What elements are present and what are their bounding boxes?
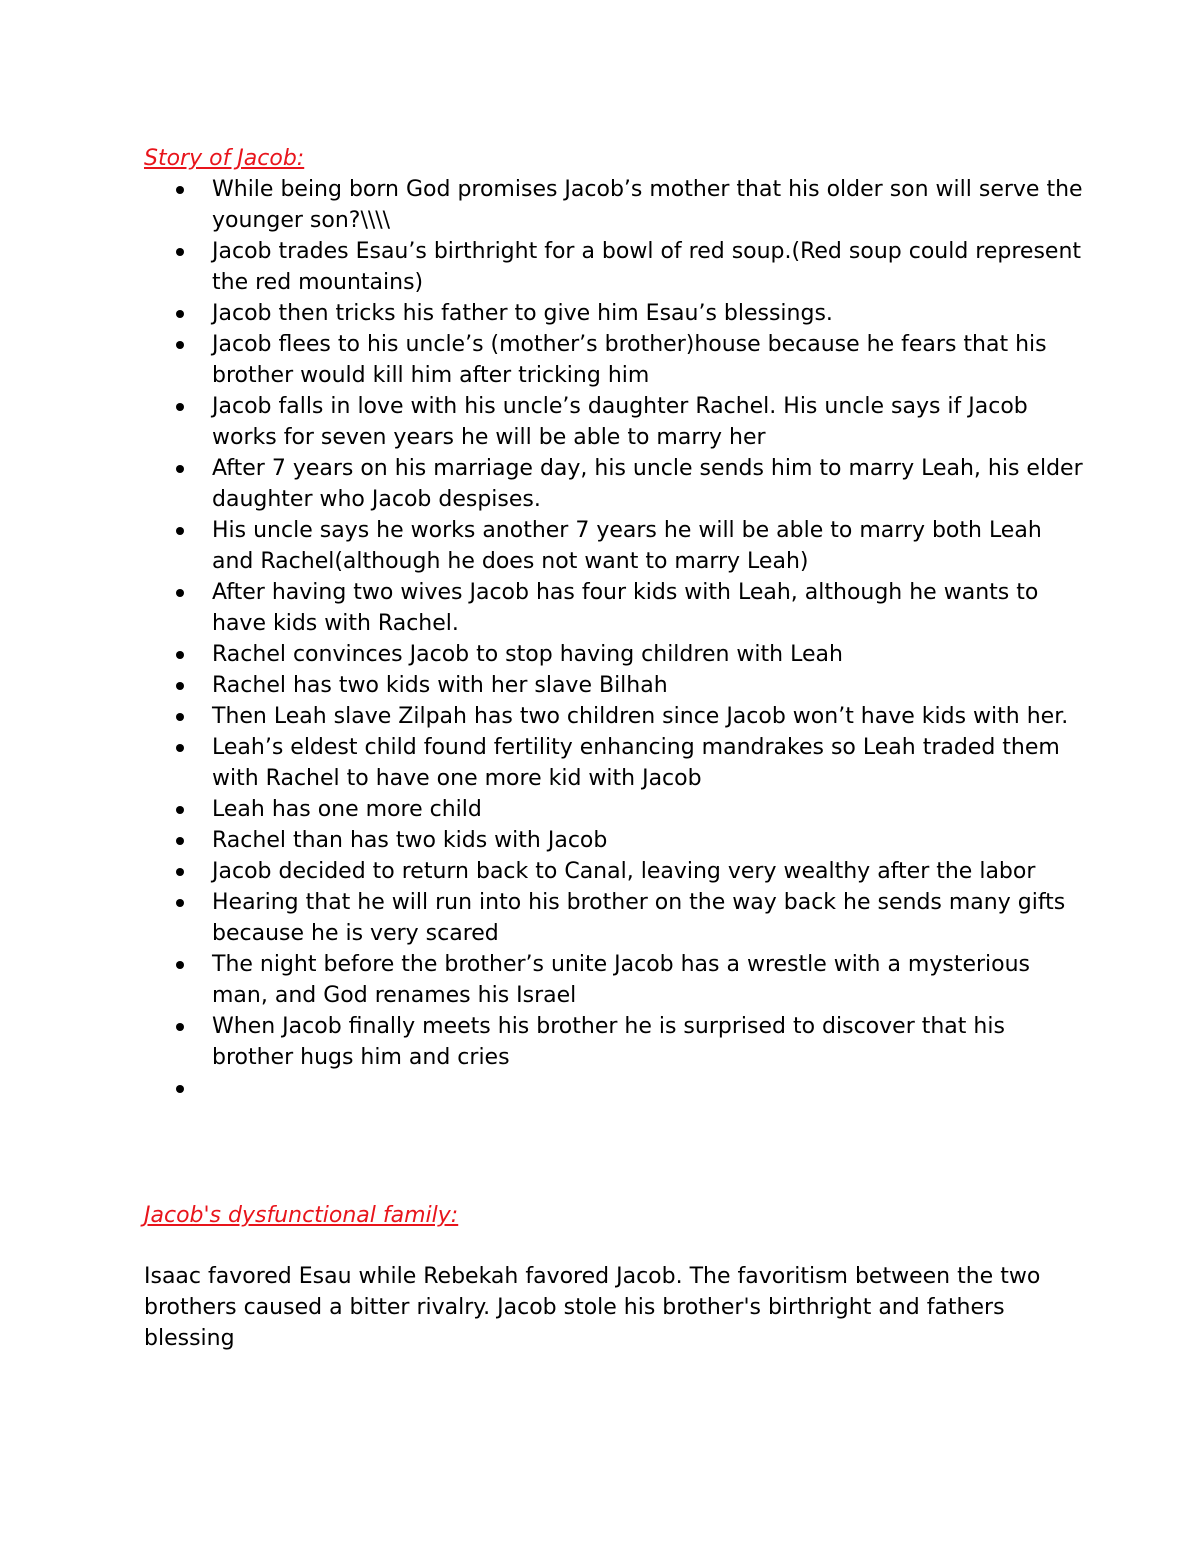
story-bullet-list <box>144 174 1084 1104</box>
bullet-icon <box>176 589 184 597</box>
bullet-icon <box>176 248 184 256</box>
bullet-icon <box>176 465 184 473</box>
bullet-icon <box>176 713 184 721</box>
list-item <box>144 391 1084 453</box>
list-item <box>144 453 1084 515</box>
bullet-icon <box>176 403 184 411</box>
list-item <box>144 577 1084 639</box>
dysfunctional-family-paragraph: Isaac favored Esau while Rebekah favored Jacob. The favoritism between the two brothers caused a bitter rivalry. Jacob stole his brother's birthright and fathers blessing <box>144 1264 1041 1351</box>
list-item <box>144 1011 1084 1073</box>
list-item <box>144 825 1084 856</box>
list-item-text: Rachel has two kids with her slave Bilhah <box>212 673 668 698</box>
bullet-icon <box>176 961 184 969</box>
list-item <box>144 236 1084 298</box>
bullet-icon <box>176 868 184 876</box>
list-item-text: Jacob falls in love with his uncle’s daughter Rachel. His uncle says if Jacob works for seven years he will be able to marry her <box>212 394 1028 450</box>
list-item-text <box>212 1073 1084 1104</box>
list-item <box>144 949 1084 1011</box>
list-item <box>144 298 1084 329</box>
list-item <box>144 887 1084 949</box>
bullet-icon <box>176 837 184 845</box>
bullet-icon <box>176 527 184 535</box>
list-item-text: Leah has one more child <box>212 797 482 822</box>
bullet-icon <box>176 1023 184 1031</box>
list-item-text: After 7 years on his marriage day, his uncle sends him to marry Leah, his elder daughter who Jacob despises. <box>212 456 1083 512</box>
bullet-icon <box>176 341 184 349</box>
bullet-icon <box>176 899 184 907</box>
list-item-text: Then Leah slave Zilpah has two children since Jacob won’t have kids with her. <box>212 704 1069 729</box>
list-item-empty <box>144 1073 1084 1104</box>
list-item-text: Rachel than has two kids with Jacob <box>212 828 608 853</box>
list-item-text: Jacob trades Esau’s birthright for a bowl of red soup.(Red soup could represent the red mountains) <box>212 239 1082 295</box>
bullet-icon <box>176 806 184 814</box>
list-item <box>144 794 1084 825</box>
list-item-text: Rachel convinces Jacob to stop having children with Leah <box>212 642 843 667</box>
list-item-text: After having two wives Jacob has four kids with Leah, although he wants to have kids with Rachel. <box>212 580 1039 636</box>
list-item-text: When Jacob finally meets his brother he is surprised to discover that his brother hugs him and cries <box>212 1014 1005 1070</box>
bullet-icon <box>176 682 184 690</box>
list-item-text: Jacob flees to his uncle’s (mother’s brother)house because he fears that his brother would kill him after tricking him <box>212 332 1047 388</box>
list-item-text: Jacob then tricks his father to give him Esau’s blessings. <box>212 301 833 326</box>
list-item-text: Leah’s eldest child found fertility enhancing mandrakes so Leah traded them with Rachel to have one more kid with Jacob <box>212 735 1060 791</box>
story-of-jacob-heading: Story of Jacob: <box>144 146 305 171</box>
list-item-text: His uncle says he works another 7 years he will be able to marry both Leah and Rachel(although he does not want to marry Leah) <box>212 518 1042 574</box>
list-item <box>144 732 1084 794</box>
bullet-icon <box>176 744 184 752</box>
list-item-text: Jacob decided to return back to Canal, leaving very wealthy after the labor <box>212 859 1036 884</box>
list-item <box>144 856 1084 887</box>
dysfunctional-family-heading: Jacob's dysfunctional family: <box>144 1203 459 1228</box>
list-item <box>144 515 1084 577</box>
list-item-text: The night before the brother’s unite Jacob has a wrestle with a mysterious man, and God renames his Israel <box>212 952 1031 1008</box>
bullet-icon <box>176 1085 184 1093</box>
bullet-icon <box>176 310 184 318</box>
list-item <box>144 670 1084 701</box>
list-item-text: Hearing that he will run into his brother on the way back he sends many gifts because he is very scared <box>212 890 1066 946</box>
list-item <box>144 174 1084 236</box>
list-item <box>144 701 1084 732</box>
list-item <box>144 639 1084 670</box>
bullet-icon <box>176 186 184 194</box>
list-item-text: While being born God promises Jacob’s mother that his older son will serve the younger son?\\\\ <box>212 177 1083 233</box>
bullet-icon <box>176 651 184 659</box>
list-item <box>144 329 1084 391</box>
